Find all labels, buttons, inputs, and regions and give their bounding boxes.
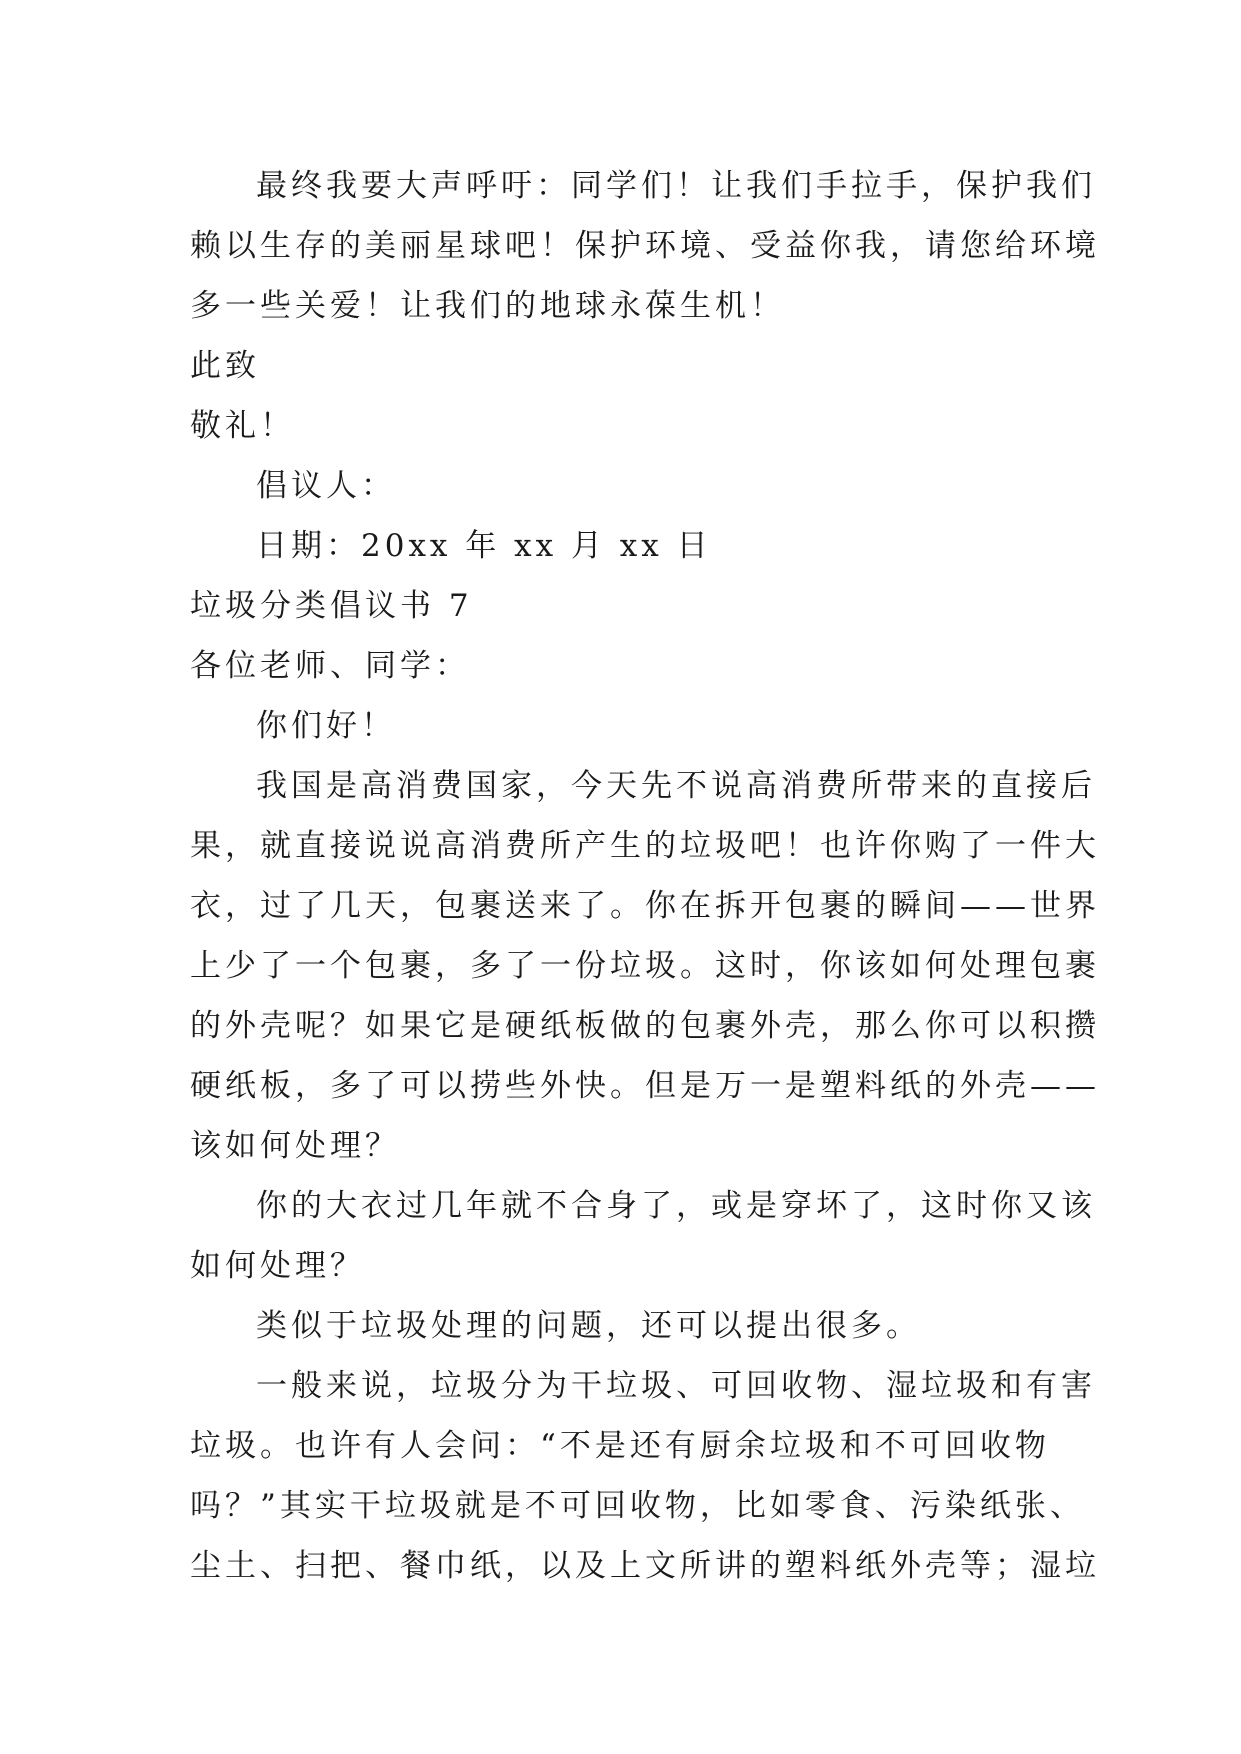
text-line: 多一些关爱！让我们的地球永葆生机！ (190, 288, 785, 324)
greeting-line: 各位老师、同学： (190, 648, 470, 684)
salutation-line: 敬礼！ (190, 408, 295, 444)
text-line: 一般来说，垃圾分为干垃圾、可回收物、湿垃圾和有害 (256, 1368, 1096, 1404)
text-line: 硬纸板，多了可以捞些外快。但是万一是塑料纸的外壳—— (190, 1068, 1100, 1104)
text-line: 该如何处理？ (190, 1128, 400, 1164)
text-line: 赖以生存的美丽星球吧！保护环境、受益你我，请您给环境 (190, 228, 1100, 264)
text-line: 衣，过了几天，包裹送来了。你在拆开包裹的瞬间——世界 (190, 888, 1100, 924)
text-line: 我国是高消费国家，今天先不说高消费所带来的直接后 (256, 768, 1096, 804)
text-line: 垃圾。也许有人会问：“不是还有厨余垃圾和不可回收物 (190, 1428, 1050, 1464)
signature-line: 倡议人： (256, 468, 396, 504)
closing-line: 此致 (190, 348, 260, 384)
text-line: 果，就直接说说高消费所产生的垃圾吧！也许你购了一件大 (190, 828, 1100, 864)
text-line: 吗？”其实干垃圾就是不可回收物，比如零食、污染纸张、 (190, 1488, 1085, 1524)
document-page (190, 156, 1100, 1596)
text-line: 类似于垃圾处理的问题，还可以提出很多。 (256, 1308, 921, 1344)
text-line: 上少了一个包裹，多了一份垃圾。这时，你该如何处理包裹 (190, 948, 1100, 984)
section-title: 垃圾分类倡议书 7 (190, 588, 473, 624)
text-line: 如何处理？ (190, 1248, 365, 1284)
date-line: 日期：20xx 年 xx 月 xx 日 (256, 528, 712, 564)
greeting-line: 你们好！ (256, 708, 396, 744)
text-line: 你的大衣过几年就不合身了，或是穿坏了，这时你又该 (256, 1188, 1096, 1224)
text-line: 尘土、扫把、餐巾纸，以及上文所讲的塑料纸外壳等；湿垃 (190, 1548, 1100, 1584)
text-line: 的外壳呢？如果它是硬纸板做的包裹外壳，那么你可以积攒 (190, 1008, 1100, 1044)
text-line: 最终我要大声呼吁：同学们！让我们手拉手，保护我们 (256, 168, 1096, 204)
